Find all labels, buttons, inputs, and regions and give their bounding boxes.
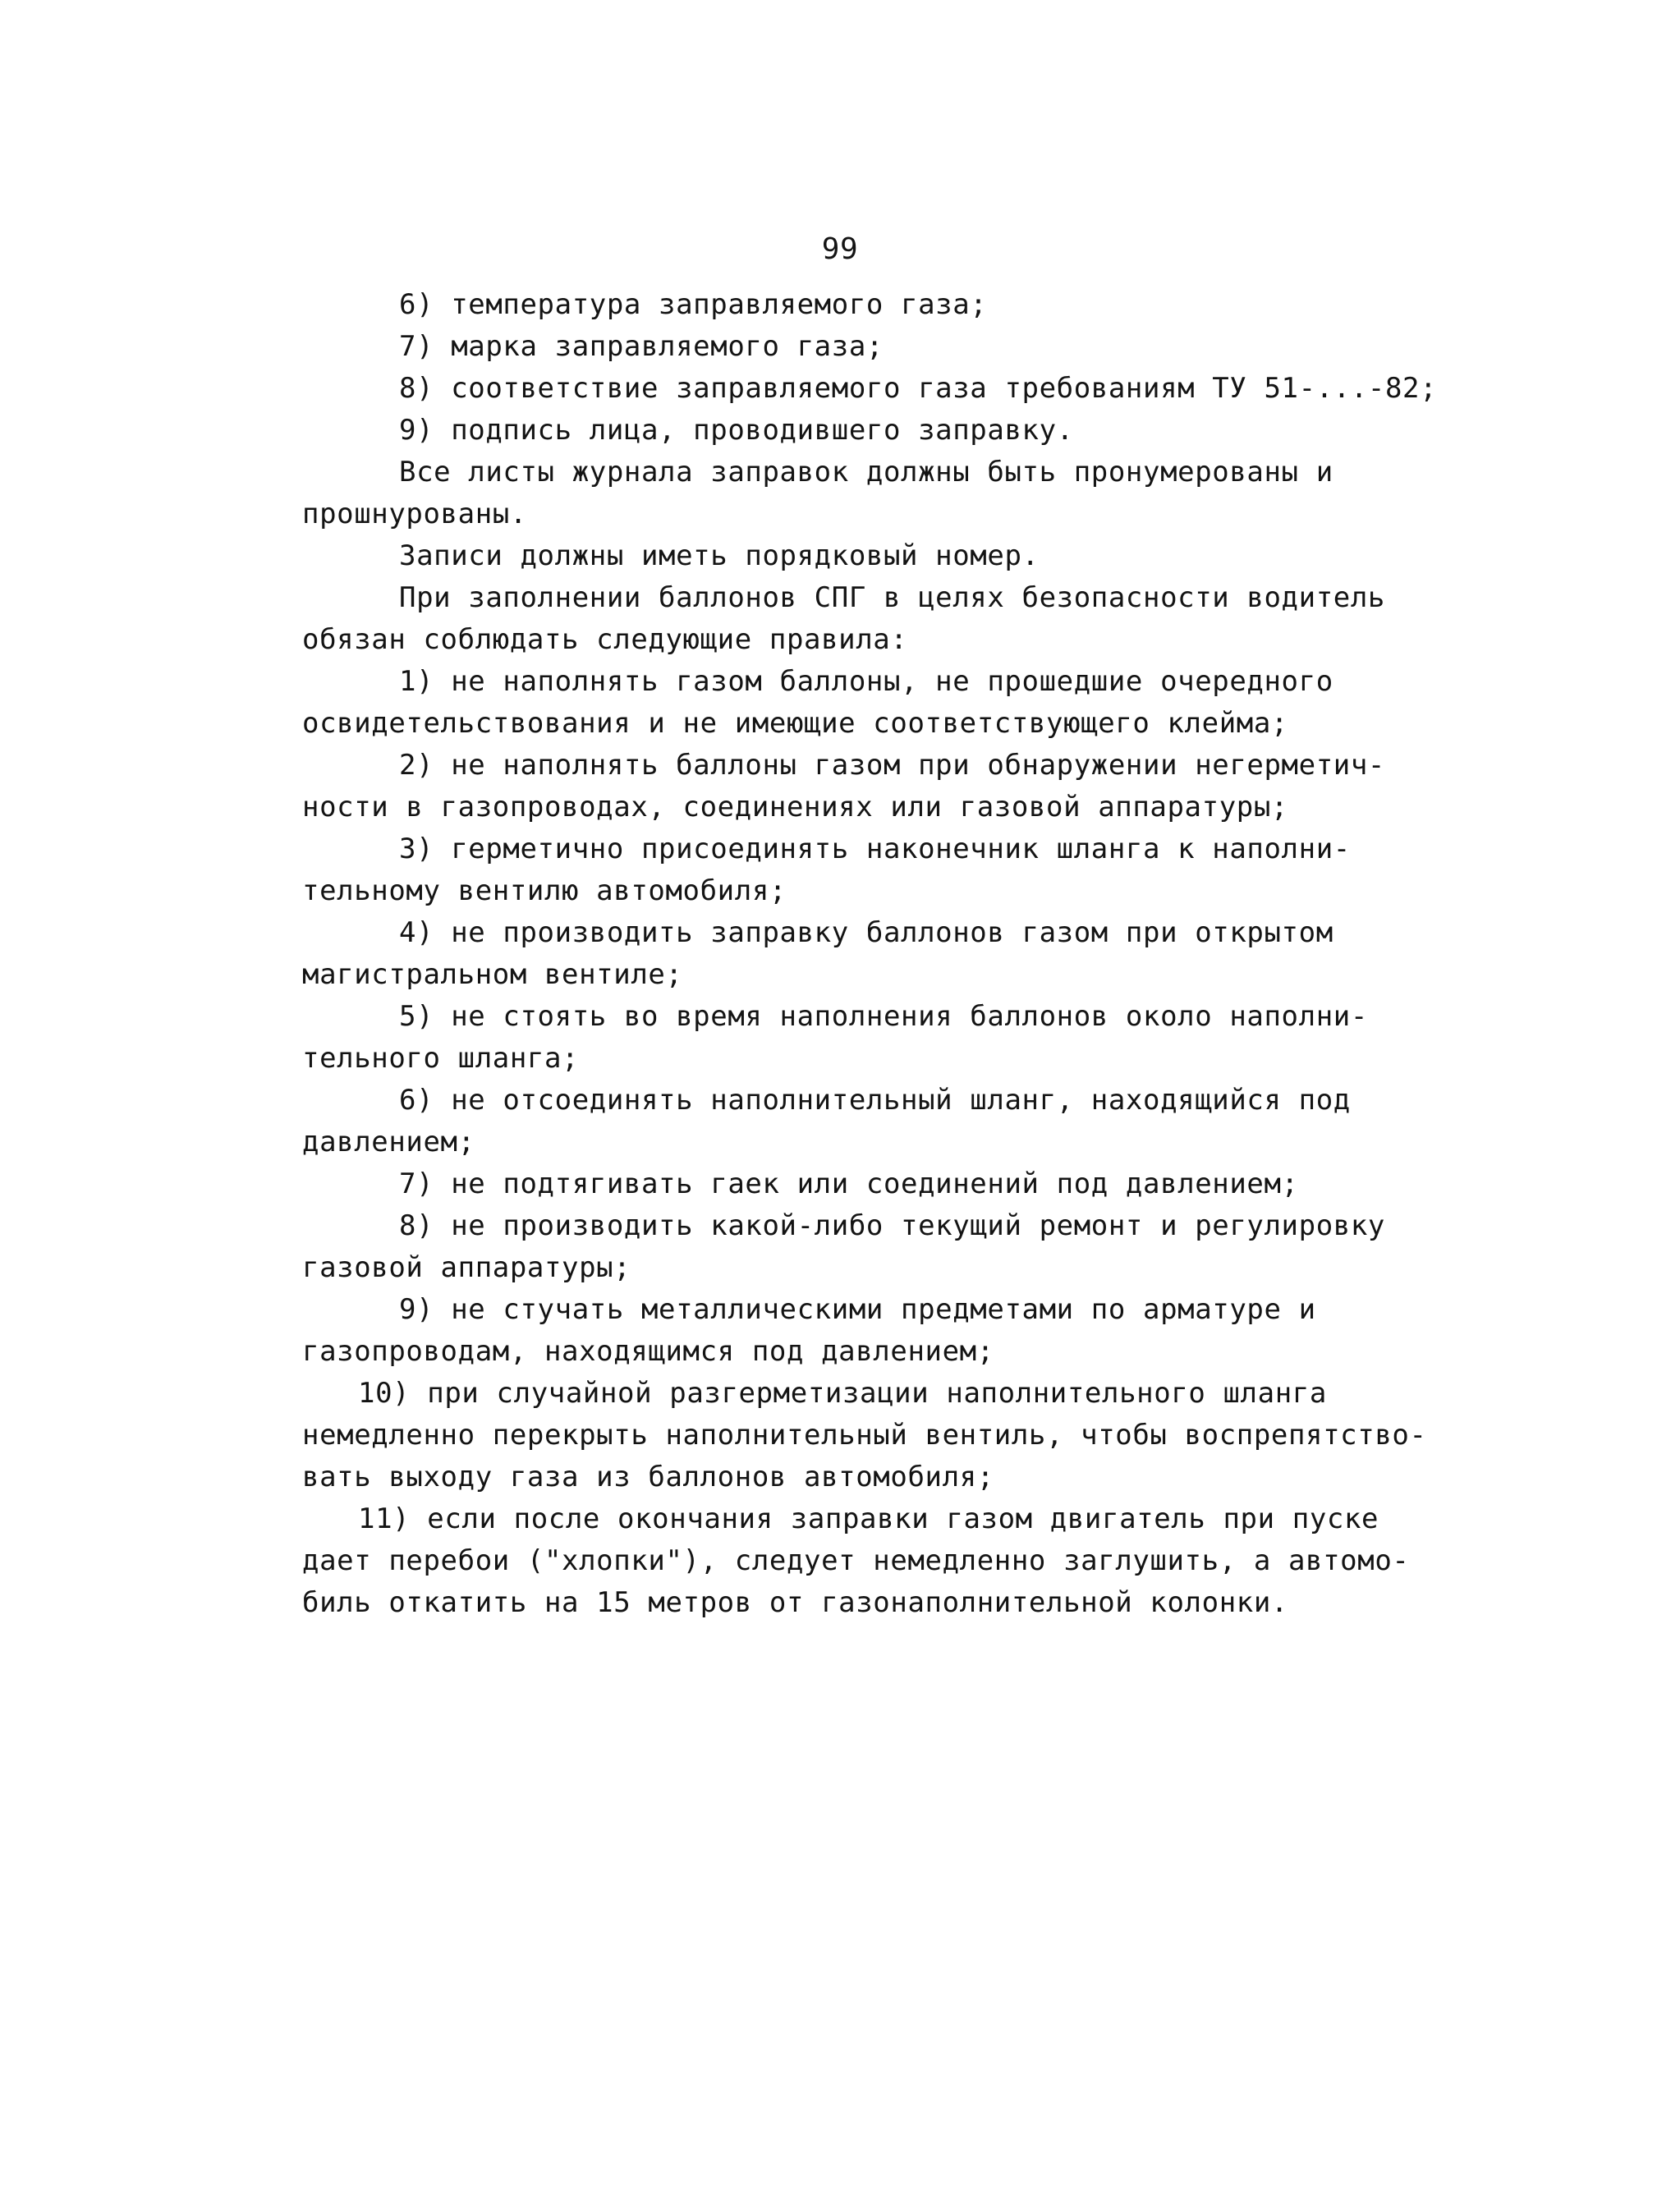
text-line: тельного шланга; [302,1042,580,1075]
text-line: Все листы журнала заправок должны быть пронумерованы и [399,456,1333,489]
text-line: Записи должны иметь порядковый номер. [399,539,1040,572]
text-line: 7) марка заправляемого газа; [399,330,884,363]
text-line: 8) соответствие заправляемого газа требованиям ТУ 51-...-82; [399,372,1438,405]
text-line: 3) герметично присоединять наконечник шланга к наполни- [399,833,1351,865]
page-number: 99 [821,232,859,266]
text-line: дает перебои ("хлопки"), следует немедленно заглушить, а автомо- [302,1544,1410,1577]
text-line: 2) не наполнять баллоны газом при обнаружении негерметич- [399,749,1385,782]
text-line: газовой аппаратуры; [302,1251,631,1284]
text-line: биль откатить на 15 метров от газонаполнительной колонки. [302,1586,1288,1619]
text-line: 9) подпись лица, проводившего заправку. [399,414,1074,447]
text-line: 6) температура заправляемого газа; [399,288,988,321]
text-line: освидетельствования и не имеющие соответствующего клейма; [302,707,1288,740]
text-line: При заполнении баллонов СПГ в целях безопасности водитель [399,581,1385,614]
text-line: прошнурованы. [302,498,527,530]
body-text [302,284,1438,1624]
text-line: 10) при случайной разгерметизации наполнительного шланга [358,1377,1327,1410]
text-line: тельному вентилю автомобиля; [302,874,787,907]
text-line: 5) не стоять во время наполнения баллонов около наполни- [399,1000,1368,1033]
text-line: магистральном вентиле; [302,958,683,991]
text-line: ности в газопроводах, соединениях или газовой аппаратуры; [302,791,1288,823]
text-line: немедленно перекрыть наполнительный вентиль, чтобы воспрепятство- [302,1419,1427,1452]
text-line: давлением; [302,1126,475,1158]
text-line: 4) не производить заправку баллонов газом при открытом [399,916,1333,949]
text-line: 7) не подтягивать гаек или соединений под давлением; [399,1167,1299,1200]
text-line: 9) не стучать металлическими предметами по арматуре и [399,1293,1316,1326]
text-line: 8) не производить какой-либо текущий ремонт и регулировку [399,1209,1385,1242]
text-line: 6) не отсоединять наполнительный шланг, находящийся под [399,1084,1351,1117]
text-line: 1) не наполнять газом баллоны, не прошедшие очередного [399,665,1333,698]
text-line: вать выходу газа из баллонов автомобиля; [302,1461,994,1493]
text-line: газопроводам, находящимся под давлением; [302,1335,994,1368]
text-line: 11) если после окончания заправки газом двигатель при пуске [358,1502,1379,1535]
text-line: обязан соблюдать следующие правила: [302,623,908,656]
